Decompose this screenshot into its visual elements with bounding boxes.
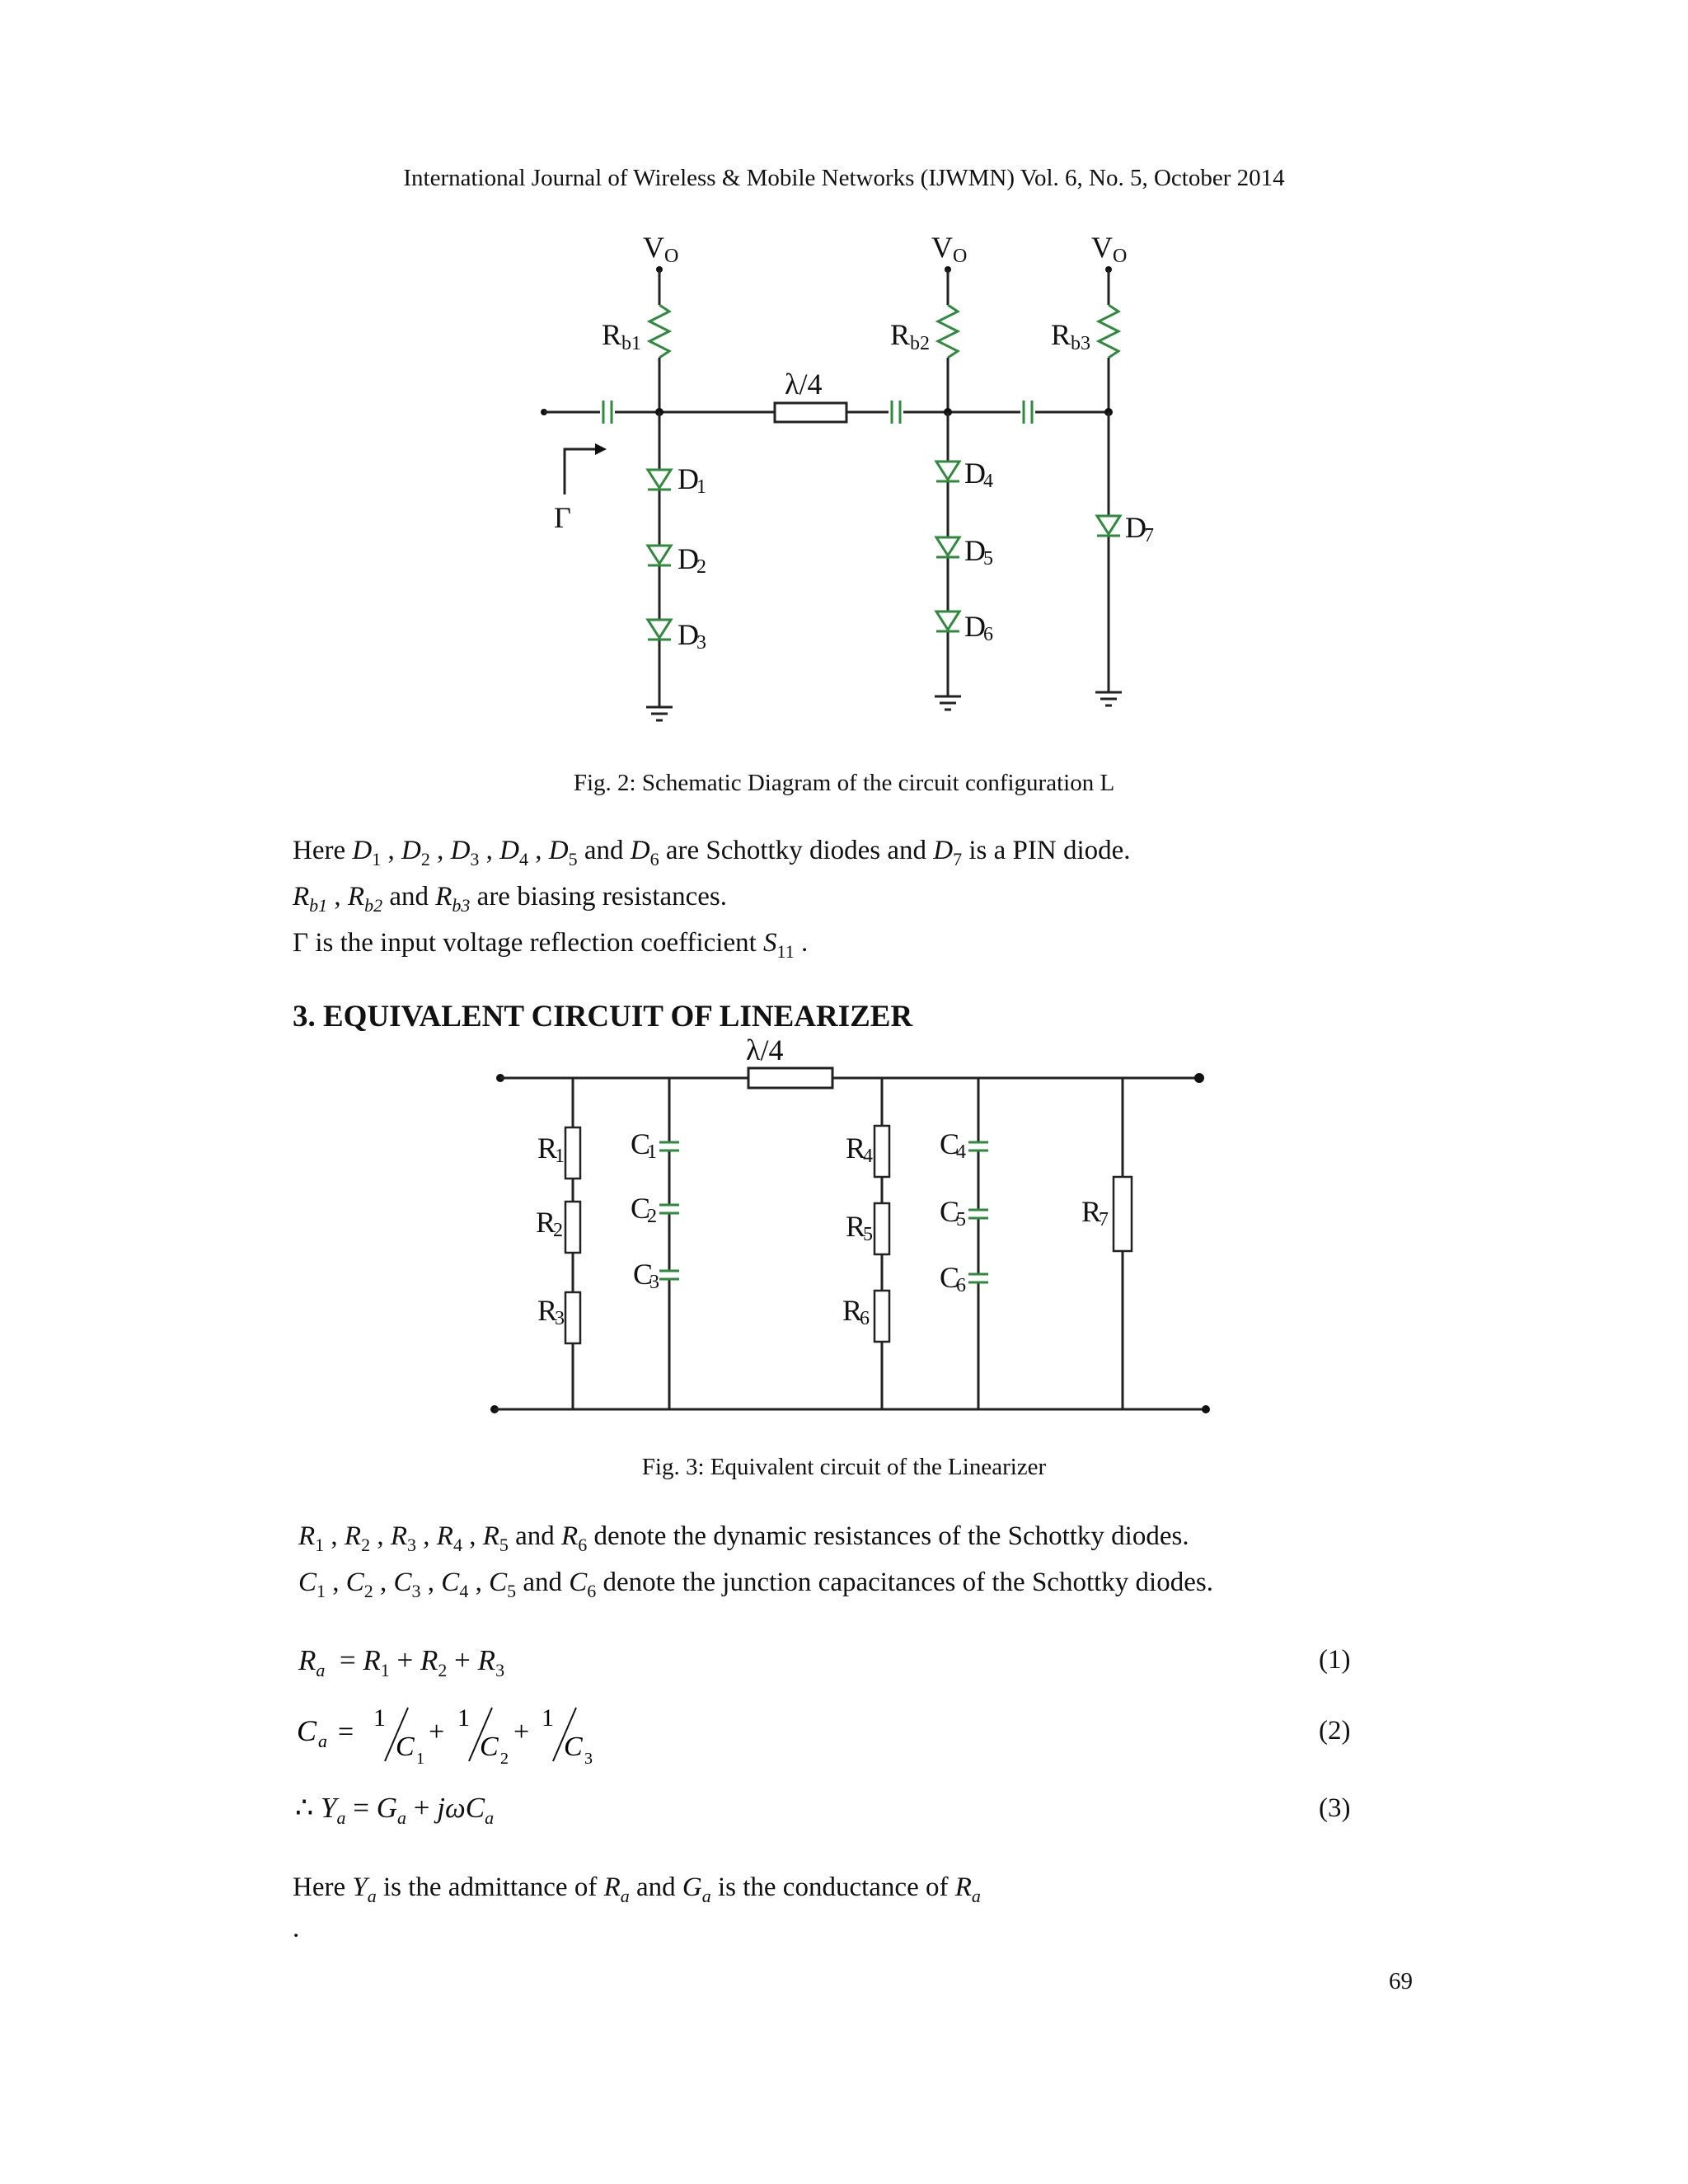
svg-text:C: C: [297, 1714, 317, 1747]
svg-text:1: 1: [696, 476, 706, 498]
svg-text:1: 1: [555, 1146, 565, 1167]
bias-resistor-rb2: [890, 269, 958, 412]
svg-text:=: =: [338, 1717, 354, 1747]
svg-text:7: 7: [1099, 1209, 1109, 1230]
figure-2-caption: Fig. 2: Schematic Diagram of the circuit configuration L: [573, 770, 1115, 796]
main-line: [541, 368, 1113, 424]
vo-label-sub: O: [1113, 246, 1128, 267]
vo-supply-1: [643, 231, 678, 273]
svg-text:D: D: [678, 542, 699, 575]
svg-text:1: 1: [373, 1704, 386, 1732]
rb2-label: R: [890, 318, 911, 351]
vo-label-sub: O: [664, 246, 679, 267]
svg-text:C: C: [633, 1258, 654, 1291]
paragraph-capacitances: $C_1$ , $C_2$ , $C_3$ , $C_4$ , $C_5$ and $C_6$ denote the junction capacitances of the Schottky diodes.: [298, 1568, 1213, 1601]
resistor-column-2: [842, 1078, 889, 1409]
vo-supply-3: [1091, 231, 1127, 273]
equation-1: $R_a = R_1 + R_2 + R_3$: [298, 1644, 505, 1680]
diode-d2: [648, 542, 706, 578]
equation-2-number: (2): [1319, 1716, 1351, 1746]
svg-text:D: D: [1125, 511, 1146, 544]
svg-text:+: +: [429, 1717, 445, 1747]
svg-text:2: 2: [500, 1750, 509, 1768]
paragraph-admittance: Here $Y_a$ is the admittance of $R_a$ and $G_a$ is the conductance of $R_a$: [293, 1872, 981, 1906]
rb3-label: R: [1051, 318, 1071, 351]
svg-text:1: 1: [542, 1704, 554, 1732]
ground-symbol-2: [935, 696, 961, 710]
rb3-label-sub: b3: [1071, 333, 1090, 354]
gamma-arrow: [554, 443, 607, 534]
ground-symbol-3: [1095, 692, 1122, 705]
rb2-label-sub: b2: [910, 333, 930, 354]
svg-text:+: +: [513, 1717, 530, 1747]
svg-text:D: D: [964, 534, 986, 567]
paragraph-gamma: Γ is the input voltage reflection coefficient $S_{11}$ .: [293, 928, 809, 962]
svg-text:1: 1: [647, 1141, 657, 1163]
paragraph-diodes: Here $D_1$ , $D_2$ , $D_3$ , $D_4$ , $D_5$ and $D_6$ are Schottky diodes and $D_7$ is a PIN diode.: [293, 836, 1131, 869]
svg-text:C: C: [631, 1192, 651, 1225]
diode-d4: [936, 457, 993, 492]
capacitor-column-1: [631, 1078, 679, 1409]
svg-text:3: 3: [696, 632, 706, 654]
equation-3: ∴ $Y_a = G_a + j\omega C_a$: [295, 1792, 495, 1828]
quarter-wave-line: [748, 1068, 832, 1088]
svg-text:R: R: [537, 1294, 558, 1327]
svg-text:R: R: [846, 1132, 866, 1165]
vo-label: V: [643, 231, 664, 264]
section-heading: 3. EQUIVALENT CIRCUIT OF LINEARIZER: [293, 1000, 913, 1033]
trailing-period: .: [293, 1914, 300, 1943]
resistor-column-1: [536, 1078, 580, 1409]
figure-3-caption: Fig. 3: Equivalent circuit of the Linearizer: [641, 1454, 1047, 1480]
diode-d7: [1097, 511, 1154, 546]
running-header: International Journal of Wireless & Mobile Networks (IJWMN) Vol. 6, No. 5, October 2014: [403, 165, 1285, 191]
equation-2: [293, 1699, 622, 1774]
diode-d6: [936, 610, 993, 645]
svg-text:2: 2: [553, 1220, 563, 1241]
svg-text:C: C: [940, 1261, 960, 1294]
svg-text:6: 6: [860, 1308, 870, 1329]
figure-3-equivalent-circuit: [0, 1030, 1688, 1426]
diode-branch-3: [1095, 412, 1154, 705]
svg-text:D: D: [678, 462, 699, 495]
svg-text:D: D: [678, 618, 699, 651]
quarter-wave-line: [775, 403, 846, 422]
svg-text:3: 3: [584, 1750, 593, 1768]
rb1-label: R: [602, 318, 622, 351]
svg-text:R: R: [846, 1210, 866, 1243]
svg-text:C: C: [940, 1127, 960, 1160]
figure-2-schematic: [0, 0, 1688, 742]
vo-label: V: [1091, 231, 1113, 264]
diode-branch-1: [646, 412, 706, 720]
svg-text:6: 6: [983, 624, 993, 645]
svg-text:C: C: [631, 1127, 651, 1160]
svg-text:7: 7: [1144, 525, 1154, 546]
diode-branch-2: [935, 412, 993, 710]
svg-text:C: C: [480, 1732, 499, 1762]
diode-d5: [936, 534, 993, 569]
ground-symbol-1: [646, 707, 673, 720]
vo-label: V: [931, 231, 953, 264]
svg-text:C: C: [564, 1732, 583, 1762]
svg-text:4: 4: [863, 1146, 873, 1167]
diode-d1: [648, 462, 706, 498]
diode-d3: [648, 618, 706, 654]
svg-text:6: 6: [956, 1275, 966, 1296]
svg-text:a: a: [318, 1731, 327, 1751]
paragraph-resistances: $R_1$ , $R_2$ , $R_3$ , $R_4$ , $R_5$ and $R_6$ denote the dynamic resistances of the Schottky diodes.: [298, 1521, 1189, 1555]
svg-text:R: R: [536, 1206, 556, 1239]
svg-text:R: R: [842, 1294, 863, 1327]
equation-1-number: (1): [1319, 1645, 1351, 1675]
capacitor-column-2: [940, 1078, 988, 1409]
svg-text:4: 4: [956, 1141, 966, 1163]
vo-supply-2: [931, 231, 967, 273]
svg-text:4: 4: [983, 471, 993, 492]
svg-text:3: 3: [555, 1308, 565, 1329]
svg-text:R: R: [537, 1132, 558, 1165]
gamma-label: Γ: [554, 501, 571, 534]
vo-label-sub: O: [953, 246, 968, 267]
svg-text:1: 1: [457, 1704, 470, 1732]
svg-text:2: 2: [696, 556, 706, 578]
svg-text:5: 5: [956, 1209, 966, 1230]
lambda-label: λ/4: [785, 368, 823, 401]
svg-text:C: C: [940, 1195, 960, 1228]
svg-text:R: R: [1081, 1195, 1102, 1228]
svg-text:2: 2: [647, 1206, 657, 1227]
resistor-column-3: [1081, 1078, 1132, 1409]
svg-text:1: 1: [416, 1750, 424, 1768]
page-number: 69: [1389, 1968, 1413, 1994]
bias-resistor-rb3: [1051, 269, 1118, 412]
svg-text:D: D: [964, 610, 986, 643]
rb1-label-sub: b1: [621, 333, 641, 354]
lambda-label: λ/4: [746, 1033, 784, 1066]
svg-text:3: 3: [649, 1272, 659, 1293]
svg-text:C: C: [396, 1732, 415, 1762]
equation-3-number: (3): [1319, 1793, 1351, 1823]
paragraph-bias: $R_{b1}$ , $R_{b2}$ and $R_{b3}$ are biasing resistances.: [293, 882, 727, 916]
svg-text:D: D: [964, 457, 986, 490]
svg-text:5: 5: [863, 1224, 873, 1245]
bias-resistor-rb1: [602, 269, 669, 412]
svg-text:5: 5: [983, 548, 993, 569]
